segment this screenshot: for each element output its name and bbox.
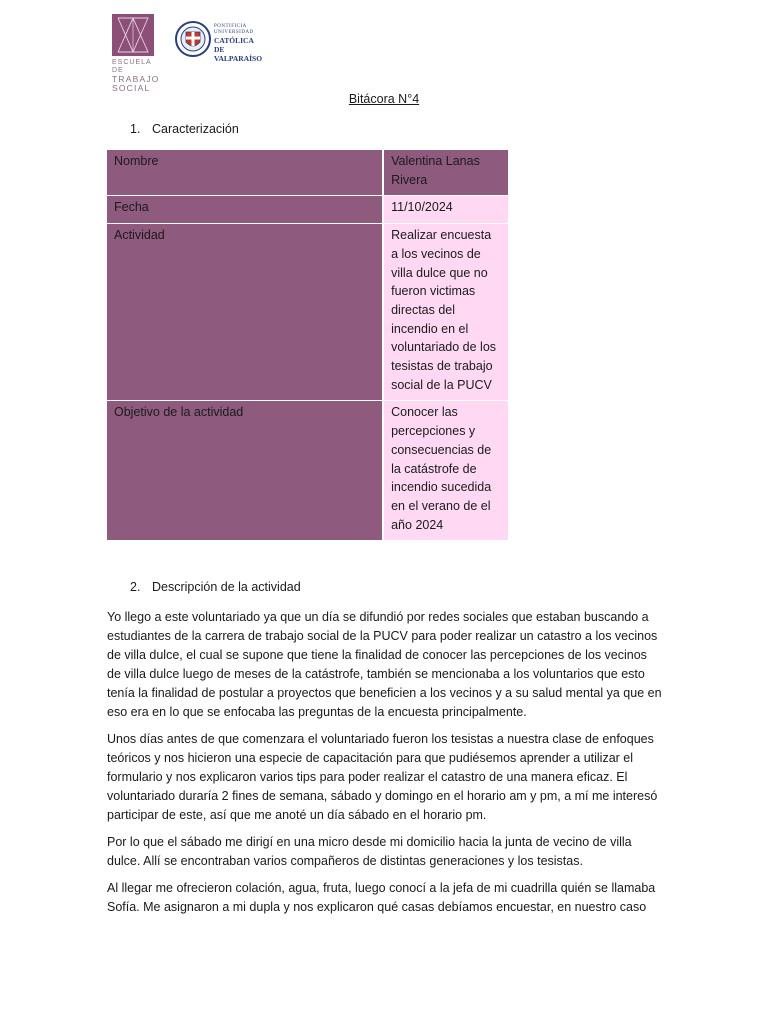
table-row xyxy=(107,150,508,196)
table-value-cell: Realizar encuesta a los vecinos de villa dulce que no fueron victimas directas del incendio en el voluntariado de los tesistas de trabajo social de la PUCV xyxy=(383,224,508,401)
paragraph: Al llegar me ofrecieron colación, agua, fruta, luego conocí a la jefa de mi cuadrilla quién se llamaba Sofía. Me asignaron a mi dupla y nos explicaron qué casas debíamos encuestar, en nuestro caso xyxy=(107,881,656,914)
section-heading-2 xyxy=(130,580,301,594)
header-logos xyxy=(112,14,272,93)
document-title: Bitácora N°4 xyxy=(348,92,420,106)
university-line-2: UNIVERSIDAD xyxy=(214,30,254,35)
table-value-cell: Valentina Lanas Rivera xyxy=(383,150,508,196)
university-line-3: CATÓLICA DE xyxy=(214,36,254,54)
table-label-cell: Actividad xyxy=(107,224,383,401)
table-label-cell: Objetivo de la actividad xyxy=(107,401,383,540)
table-value-cell: Conocer las percepciones y consecuencias de la catástrofe de incendio sucedida en el verano de el año 2024 xyxy=(383,401,508,540)
paragraph: Por lo que el sábado me dirigí en una micro desde mi domicilio hacia la junta de vecino de villa dulce. Allí se encontraban varios compañeros de distintas generaciones y los tesistas. xyxy=(107,835,632,868)
university-line-4: VALPARAÍSO xyxy=(214,54,263,63)
university-logo-text xyxy=(214,24,264,63)
paragraph: Yo llego a este voluntariado ya que un día se difundió por redes sociales que estaban buscando a estudiantes de la carrera de trabajo social de la PUCV para poder realizar un catastro a los vecinos de villa dulce, el cual se supone que tiene la finalidad de conocer las percepciones de los vecinos de villa dulce luego de meses de la catástrofe, también se mencionaba a los voluntarios que esto tenía la finalidad de postular a proyectos que beneficien a los vecinos y a su salud mental ya que en eso era en lo que se enfocaba las preguntas de la encuesta principalmente. xyxy=(107,610,662,719)
table-row xyxy=(107,196,508,224)
school-logo-mark xyxy=(112,14,154,56)
section-number: 1. xyxy=(130,122,141,136)
school-logo-line-3: SOCIAL xyxy=(112,83,151,93)
paragraph: Unos días antes de que comenzara el voluntariado fueron los tesistas a nuestra clase de enfoques teóricos y nos hicieron una especie de capacitación para que pudiésemos aprender a utilizar el formulario y nos explicaron varios tips para poder realizar el catastro de una manera eficaz. El voluntariado duraría 2 fines de semana, sábado y domingo en el horario am y pm, a mí me interesó participar de este, así que me anoté un día sábado en el horario pm. xyxy=(107,732,658,822)
table-label-cell: Fecha xyxy=(107,196,383,224)
section-label: Caracterización xyxy=(152,122,239,136)
characterization-table xyxy=(107,150,508,540)
section-label: Descripción de la actividad xyxy=(152,580,301,594)
table-value-cell: 11/10/2024 xyxy=(383,196,508,224)
university-line-1: PONTIFICIA xyxy=(214,24,247,29)
university-seal-icon xyxy=(174,18,212,60)
section-heading-1 xyxy=(130,122,239,136)
table-row xyxy=(107,401,508,540)
table-row xyxy=(107,224,508,401)
school-logo-line-1: ESCUELA DE xyxy=(112,59,152,74)
section-number: 2. xyxy=(130,580,141,594)
school-logo-line-2: TRABAJO xyxy=(112,74,160,84)
table-label-cell: Nombre xyxy=(107,150,383,196)
university-logo xyxy=(174,18,264,62)
activity-description xyxy=(107,608,663,925)
school-logo xyxy=(112,14,160,93)
